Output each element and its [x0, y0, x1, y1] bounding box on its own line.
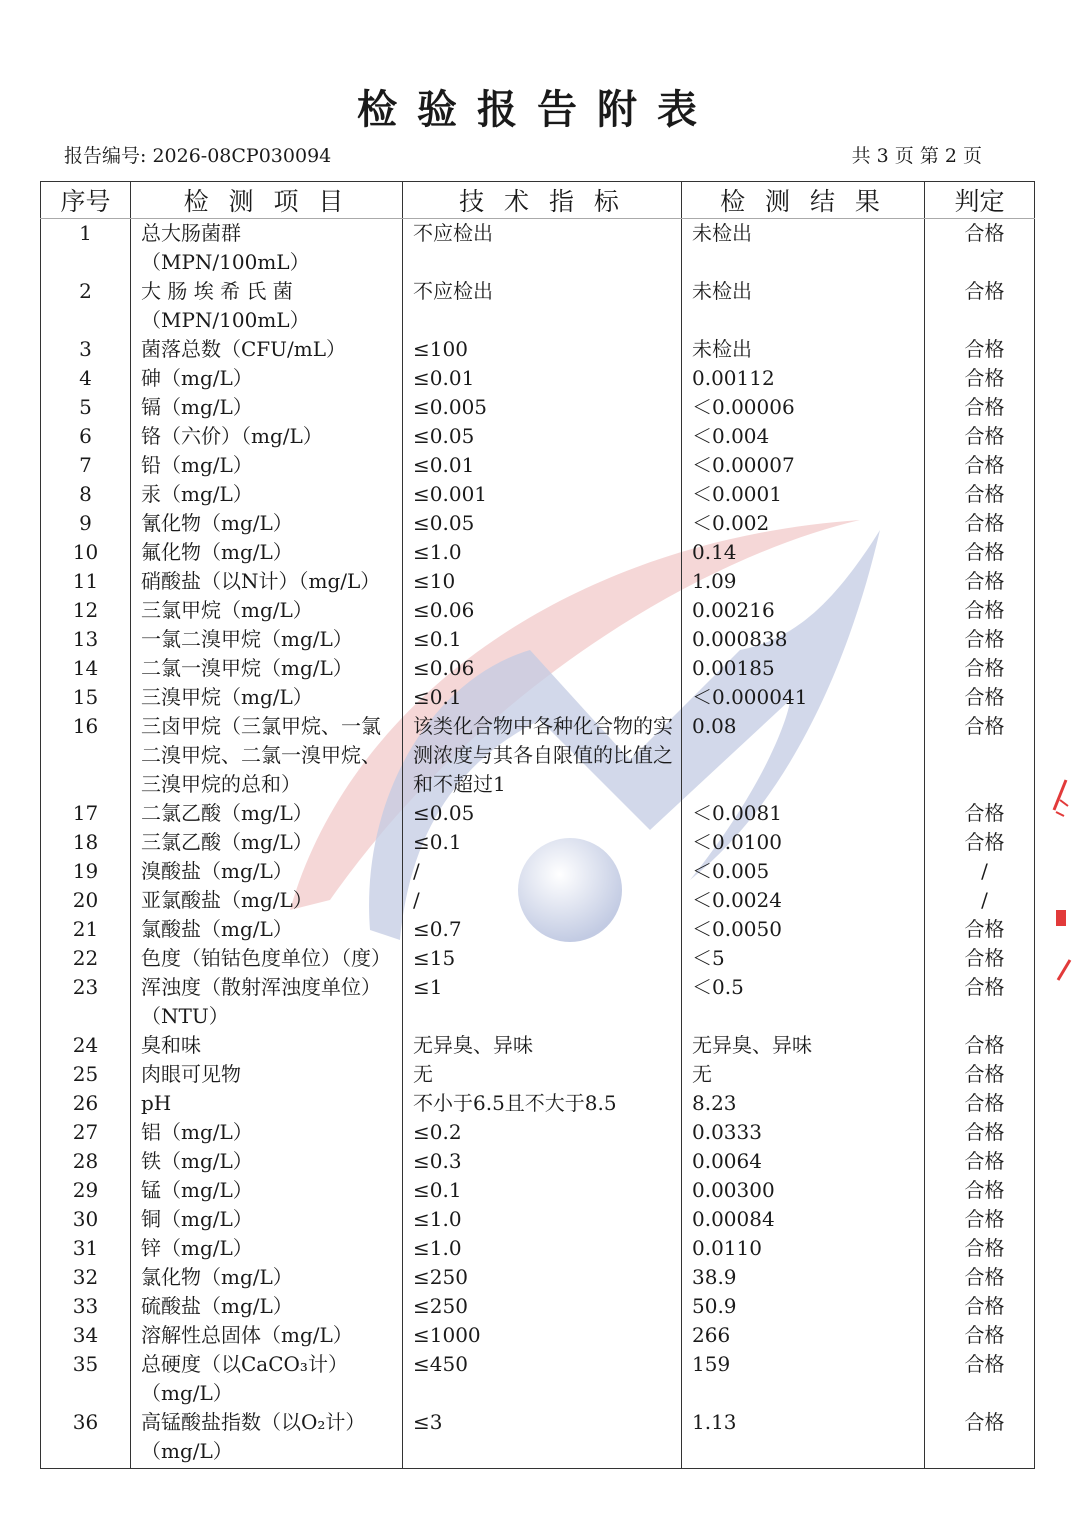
technical-spec-cell: ≤0.1 — [403, 1176, 682, 1205]
row-number-cell: 8 — [41, 480, 131, 509]
technical-spec-cell: ≤1.0 — [403, 1234, 682, 1263]
verdict-cell: 合格 — [925, 828, 1035, 857]
test-result-cell: 8.23 — [682, 1089, 925, 1118]
test-result-cell: 0.0110 — [682, 1234, 925, 1263]
table-row — [41, 509, 1035, 538]
test-item-cell: 肉眼可见物 — [131, 1060, 403, 1089]
verdict-cell: 合格 — [925, 480, 1035, 509]
table-row — [41, 596, 1035, 625]
row-number-cell: 19 — [41, 857, 131, 886]
table-row — [41, 451, 1035, 480]
row-number-cell: 4 — [41, 364, 131, 393]
technical-spec-cell: 无 — [403, 1060, 682, 1089]
test-result-cell: 无异臭、异味 — [682, 1031, 925, 1060]
technical-spec-cell: 不小于6.5且不大于8.5 — [403, 1089, 682, 1118]
table-row — [41, 1147, 1035, 1176]
technical-spec-cell: ≤0.3 — [403, 1147, 682, 1176]
technical-spec-cell: ≤15 — [403, 944, 682, 973]
technical-spec-cell: ≤1000 — [403, 1321, 682, 1350]
test-item-cell: 色度（铂钴色度单位）（度） — [131, 944, 403, 973]
technical-spec-cell: ≤0.2 — [403, 1118, 682, 1147]
verdict-cell: 合格 — [925, 799, 1035, 828]
row-number-cell: 30 — [41, 1205, 131, 1234]
verdict-cell: 合格 — [925, 712, 1035, 799]
technical-spec-cell: ≤100 — [403, 335, 682, 364]
row-number-cell: 5 — [41, 393, 131, 422]
row-number-cell: 33 — [41, 1292, 131, 1321]
verdict-cell: 合格 — [925, 364, 1035, 393]
row-number-cell: 21 — [41, 915, 131, 944]
row-number-cell: 28 — [41, 1147, 131, 1176]
technical-spec-cell: 该类化合物中各种化合物的实测浓度与其各自限值的比值之和不超过1 — [403, 712, 682, 799]
technical-spec-cell: 不应检出 — [403, 277, 682, 335]
row-number-cell: 18 — [41, 828, 131, 857]
test-result-cell: ＜0.00007 — [682, 451, 925, 480]
verdict-cell: 合格 — [925, 1205, 1035, 1234]
table-row — [41, 712, 1035, 799]
verdict-cell: 合格 — [925, 509, 1035, 538]
row-number-cell: 29 — [41, 1176, 131, 1205]
test-item-cell: 亚氯酸盐（mg/L） — [131, 886, 403, 915]
technical-spec-cell: ≤0.7 — [403, 915, 682, 944]
table-row — [41, 683, 1035, 712]
table-row — [41, 393, 1035, 422]
verdict-cell: 合格 — [925, 973, 1035, 1031]
test-result-cell: 0.0333 — [682, 1118, 925, 1147]
inspection-table — [40, 181, 1035, 1469]
test-result-cell: 0.00216 — [682, 596, 925, 625]
test-result-cell: ＜0.0100 — [682, 828, 925, 857]
test-item-cell: 三溴甲烷（mg/L） — [131, 683, 403, 712]
table-row — [41, 1408, 1035, 1469]
technical-spec-cell: ≤0.01 — [403, 364, 682, 393]
test-item-cell: 铁（mg/L） — [131, 1147, 403, 1176]
row-number-cell: 32 — [41, 1263, 131, 1292]
verdict-cell: 合格 — [925, 451, 1035, 480]
table-row — [41, 857, 1035, 886]
header-spec: 技 术 指 标 — [403, 182, 682, 219]
test-result-cell: 0.00084 — [682, 1205, 925, 1234]
red-stamp-seal-icon — [1046, 770, 1074, 990]
row-number-cell: 24 — [41, 1031, 131, 1060]
technical-spec-cell: ≤0.05 — [403, 422, 682, 451]
table-row — [41, 1234, 1035, 1263]
verdict-cell: 合格 — [925, 596, 1035, 625]
verdict-cell: 合格 — [925, 1147, 1035, 1176]
verdict-cell: 合格 — [925, 393, 1035, 422]
technical-spec-cell: ≤0.01 — [403, 451, 682, 480]
test-item-cell: 氟化物（mg/L） — [131, 538, 403, 567]
row-number-cell: 26 — [41, 1089, 131, 1118]
test-result-cell: ＜0.004 — [682, 422, 925, 451]
table-row — [41, 364, 1035, 393]
test-item-cell: 氯酸盐（mg/L） — [131, 915, 403, 944]
test-item-cell: 氯化物（mg/L） — [131, 1263, 403, 1292]
row-number-cell: 23 — [41, 973, 131, 1031]
header-verdict: 判定 — [925, 182, 1035, 219]
technical-spec-cell: ≤1 — [403, 973, 682, 1031]
table-row — [41, 973, 1035, 1031]
test-item-cell: 硫酸盐（mg/L） — [131, 1292, 403, 1321]
verdict-cell: 合格 — [925, 625, 1035, 654]
verdict-cell: 合格 — [925, 1089, 1035, 1118]
table-row — [41, 335, 1035, 364]
technical-spec-cell: ≤0.06 — [403, 596, 682, 625]
verdict-cell: 合格 — [925, 1350, 1035, 1408]
technical-spec-cell: ≤0.1 — [403, 683, 682, 712]
verdict-cell: 合格 — [925, 567, 1035, 596]
technical-spec-cell: ≤0.001 — [403, 480, 682, 509]
table-row — [41, 277, 1035, 335]
test-result-cell: ＜0.0050 — [682, 915, 925, 944]
row-number-cell: 34 — [41, 1321, 131, 1350]
verdict-cell: 合格 — [925, 1292, 1035, 1321]
test-result-cell: ＜0.000041 — [682, 683, 925, 712]
technical-spec-cell: ≤0.005 — [403, 393, 682, 422]
technical-spec-cell: 不应检出 — [403, 219, 682, 278]
test-item-cell: 铜（mg/L） — [131, 1205, 403, 1234]
page-info: 共 3 页 第 2 页 — [851, 145, 982, 167]
technical-spec-cell: ≤0.1 — [403, 625, 682, 654]
test-result-cell: 未检出 — [682, 277, 925, 335]
test-result-cell: 1.13 — [682, 1408, 925, 1469]
test-result-cell: 0.14 — [682, 538, 925, 567]
row-number-cell: 9 — [41, 509, 131, 538]
test-item-cell: 铅（mg/L） — [131, 451, 403, 480]
test-item-cell: 臭和味 — [131, 1031, 403, 1060]
table-row — [41, 480, 1035, 509]
table-row — [41, 538, 1035, 567]
report-number: 报告编号: 2026-08CP030094 — [64, 145, 332, 167]
table-row — [41, 828, 1035, 857]
test-item-cell: 高锰酸盐指数（以O₂计）（mg/L） — [131, 1408, 403, 1469]
technical-spec-cell: ≤3 — [403, 1408, 682, 1469]
test-result-cell: ＜0.0024 — [682, 886, 925, 915]
table-row — [41, 944, 1035, 973]
row-number-cell: 13 — [41, 625, 131, 654]
test-result-cell: 0.00300 — [682, 1176, 925, 1205]
table-row — [41, 654, 1035, 683]
verdict-cell: 合格 — [925, 219, 1035, 278]
test-item-cell: 一氯二溴甲烷（mg/L） — [131, 625, 403, 654]
test-item-cell: 铬（六价）（mg/L） — [131, 422, 403, 451]
table-row — [41, 1176, 1035, 1205]
table-row — [41, 1205, 1035, 1234]
test-result-cell: ＜0.005 — [682, 857, 925, 886]
table-row — [41, 1263, 1035, 1292]
test-result-cell: 0.000838 — [682, 625, 925, 654]
table-row — [41, 886, 1035, 915]
test-item-cell: 三卤甲烷（三氯甲烷、一氯二溴甲烷、二氯一溴甲烷、三溴甲烷的总和） — [131, 712, 403, 799]
verdict-cell: 合格 — [925, 915, 1035, 944]
test-result-cell: 38.9 — [682, 1263, 925, 1292]
technical-spec-cell: / — [403, 886, 682, 915]
technical-spec-cell: 无异臭、异味 — [403, 1031, 682, 1060]
test-result-cell: ＜5 — [682, 944, 925, 973]
test-item-cell: 汞（mg/L） — [131, 480, 403, 509]
row-number-cell: 10 — [41, 538, 131, 567]
page-title: 检验报告附表 — [357, 86, 717, 133]
header-item: 检 测 项 目 — [131, 182, 403, 219]
verdict-cell: 合格 — [925, 422, 1035, 451]
technical-spec-cell: ≤450 — [403, 1350, 682, 1408]
row-number-cell: 22 — [41, 944, 131, 973]
test-result-cell: 0.08 — [682, 712, 925, 799]
table-row — [41, 1089, 1035, 1118]
test-item-cell: 大 肠 埃 希 氏 菌（MPN/100mL） — [131, 277, 403, 335]
row-number-cell: 14 — [41, 654, 131, 683]
verdict-cell: 合格 — [925, 277, 1035, 335]
verdict-cell: 合格 — [925, 1060, 1035, 1089]
row-number-cell: 11 — [41, 567, 131, 596]
verdict-cell: 合格 — [925, 944, 1035, 973]
technical-spec-cell: ≤0.06 — [403, 654, 682, 683]
test-item-cell: 三氯甲烷（mg/L） — [131, 596, 403, 625]
test-result-cell: 1.09 — [682, 567, 925, 596]
verdict-cell: 合格 — [925, 1031, 1035, 1060]
test-item-cell: 硝酸盐（以N计）（mg/L） — [131, 567, 403, 596]
verdict-cell: 合格 — [925, 1321, 1035, 1350]
test-result-cell: ＜0.00006 — [682, 393, 925, 422]
test-result-cell: 266 — [682, 1321, 925, 1350]
technical-spec-cell: ≤0.05 — [403, 509, 682, 538]
test-result-cell: 未检出 — [682, 335, 925, 364]
verdict-cell: / — [925, 857, 1035, 886]
test-result-cell: 159 — [682, 1350, 925, 1408]
test-item-cell: 铝（mg/L） — [131, 1118, 403, 1147]
table-row — [41, 422, 1035, 451]
table-row — [41, 625, 1035, 654]
test-result-cell: ＜0.5 — [682, 973, 925, 1031]
test-item-cell: 三氯乙酸（mg/L） — [131, 828, 403, 857]
technical-spec-cell: ≤1.0 — [403, 538, 682, 567]
verdict-cell: 合格 — [925, 1176, 1035, 1205]
table-row — [41, 1118, 1035, 1147]
test-item-cell: 锌（mg/L） — [131, 1234, 403, 1263]
test-result-cell: ＜0.0001 — [682, 480, 925, 509]
verdict-cell: 合格 — [925, 654, 1035, 683]
row-number-cell: 15 — [41, 683, 131, 712]
test-item-cell: 二氯乙酸（mg/L） — [131, 799, 403, 828]
test-item-cell: 二氯一溴甲烷（mg/L） — [131, 654, 403, 683]
verdict-cell: / — [925, 886, 1035, 915]
table-row — [41, 1321, 1035, 1350]
table-row — [41, 915, 1035, 944]
table-row — [41, 219, 1035, 278]
test-item-cell: 镉（mg/L） — [131, 393, 403, 422]
technical-spec-cell: ≤250 — [403, 1292, 682, 1321]
table-row — [41, 1292, 1035, 1321]
table-row — [41, 1060, 1035, 1089]
test-item-cell: 菌落总数（CFU/mL） — [131, 335, 403, 364]
row-number-cell: 20 — [41, 886, 131, 915]
test-result-cell: 0.00185 — [682, 654, 925, 683]
row-number-cell: 2 — [41, 277, 131, 335]
row-number-cell: 35 — [41, 1350, 131, 1408]
test-result-cell: ＜0.0081 — [682, 799, 925, 828]
header-no: 序号 — [41, 182, 131, 219]
row-number-cell: 1 — [41, 219, 131, 278]
verdict-cell: 合格 — [925, 538, 1035, 567]
row-number-cell: 3 — [41, 335, 131, 364]
test-result-cell: 0.0064 — [682, 1147, 925, 1176]
test-item-cell: 浑浊度（散射浑浊度单位）（NTU） — [131, 973, 403, 1031]
header-result: 检 测 结 果 — [682, 182, 925, 219]
technical-spec-cell: / — [403, 857, 682, 886]
test-item-cell: 总大肠菌群（MPN/100mL） — [131, 219, 403, 278]
test-result-cell: 50.9 — [682, 1292, 925, 1321]
row-number-cell: 16 — [41, 712, 131, 799]
row-number-cell: 7 — [41, 451, 131, 480]
row-number-cell: 27 — [41, 1118, 131, 1147]
row-number-cell: 6 — [41, 422, 131, 451]
test-item-cell: pH — [131, 1089, 403, 1118]
test-item-cell: 砷（mg/L） — [131, 364, 403, 393]
verdict-cell: 合格 — [925, 335, 1035, 364]
test-result-cell: ＜0.002 — [682, 509, 925, 538]
technical-spec-cell: ≤0.1 — [403, 828, 682, 857]
technical-spec-cell: ≤0.05 — [403, 799, 682, 828]
test-item-cell: 总硬度（以CaCO₃计）（mg/L） — [131, 1350, 403, 1408]
table-row — [41, 1031, 1035, 1060]
row-number-cell: 17 — [41, 799, 131, 828]
table-row — [41, 567, 1035, 596]
test-item-cell: 溶解性总固体（mg/L） — [131, 1321, 403, 1350]
table-body — [41, 219, 1035, 1469]
verdict-cell: 合格 — [925, 1408, 1035, 1469]
row-number-cell: 31 — [41, 1234, 131, 1263]
verdict-cell: 合格 — [925, 683, 1035, 712]
row-number-cell: 25 — [41, 1060, 131, 1089]
verdict-cell: 合格 — [925, 1118, 1035, 1147]
row-number-cell: 36 — [41, 1408, 131, 1469]
technical-spec-cell: ≤250 — [403, 1263, 682, 1292]
row-number-cell: 12 — [41, 596, 131, 625]
verdict-cell: 合格 — [925, 1234, 1035, 1263]
table-row — [41, 799, 1035, 828]
table-header-row — [41, 182, 1035, 219]
test-item-cell: 氰化物（mg/L） — [131, 509, 403, 538]
test-result-cell: 无 — [682, 1060, 925, 1089]
verdict-cell: 合格 — [925, 1263, 1035, 1292]
test-result-cell: 未检出 — [682, 219, 925, 278]
technical-spec-cell: ≤1.0 — [403, 1205, 682, 1234]
test-item-cell: 锰（mg/L） — [131, 1176, 403, 1205]
table-row — [41, 1350, 1035, 1408]
test-item-cell: 溴酸盐（mg/L） — [131, 857, 403, 886]
test-result-cell: 0.00112 — [682, 364, 925, 393]
technical-spec-cell: ≤10 — [403, 567, 682, 596]
